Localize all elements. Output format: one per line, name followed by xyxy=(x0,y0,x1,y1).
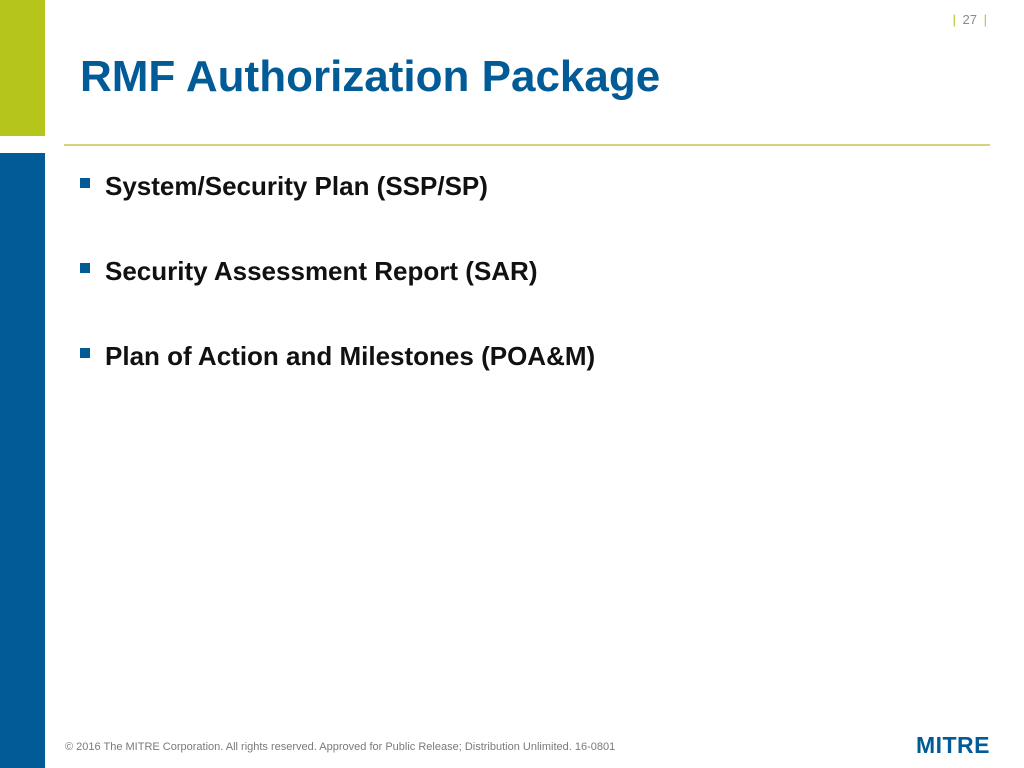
bullet-item xyxy=(80,168,595,204)
bullet-text: System/Security Plan (SSP/SP) xyxy=(105,170,488,201)
square-bullet-icon xyxy=(80,348,90,358)
page-number-pipe-right: | xyxy=(983,12,987,27)
bullet-item xyxy=(80,253,595,289)
square-bullet-icon xyxy=(80,263,90,273)
title-divider xyxy=(64,144,990,146)
mitre-logo: MITRE xyxy=(915,732,990,758)
page-number xyxy=(950,12,991,27)
copyright-footer: © 2016 The MITRE Corporation. All rights reserved. Approved for Public Release; Distribution Unlimited. 16-0801 xyxy=(65,741,616,753)
bullet-text: Plan of Action and Milestones (POA&M) xyxy=(105,340,596,371)
slide-title: RMF Authorization Package xyxy=(80,52,661,101)
bullet-item xyxy=(80,338,595,374)
bullet-list xyxy=(80,168,595,423)
square-bullet-icon xyxy=(80,178,90,188)
accent-bar-blue xyxy=(0,153,45,768)
page-number-value: 27 xyxy=(962,12,977,27)
accent-bar-green xyxy=(0,0,45,136)
page-number-pipe-left: | xyxy=(952,12,956,27)
bullet-text: Security Assessment Report (SAR) xyxy=(105,255,538,286)
